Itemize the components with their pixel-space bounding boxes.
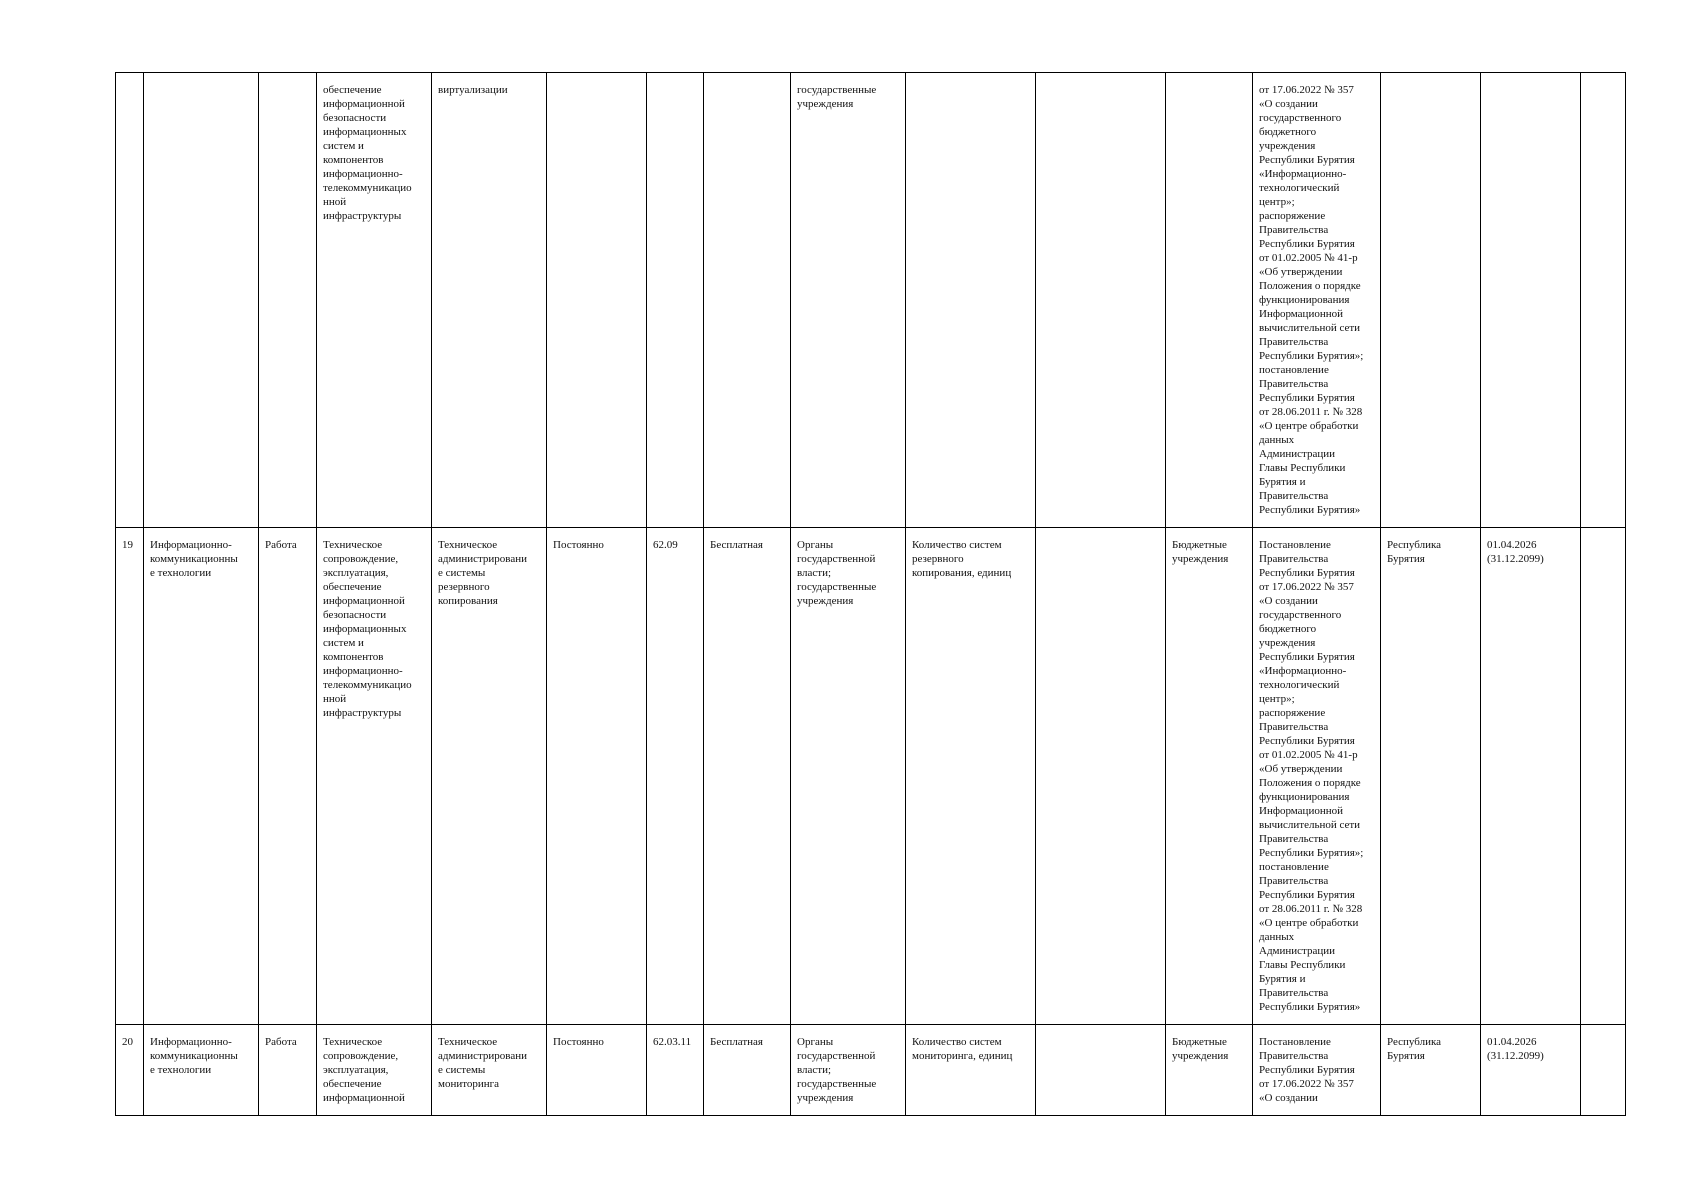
cell-date xyxy=(1481,73,1581,528)
cell-date: 01.04.2026 (31.12.2099) xyxy=(1481,528,1581,1025)
cell-basis: Постановление Правительства Республики Бурятия от 17.06.2022 № 357 «О создании государственного бюджетного учреждения Республики Бурятия «Информационно- технологический центр»; распоряжение Правительства Республики Бурятия от 01.02.2005 № 41-р «Об утверждении Положения о порядке функционирования Информационной вычислительной сети Правительства Республики Бурятия»; постановление Правительства Республики Бурятия от 28.06.2011 г. № 328 «О центре обработки данных Администрации Главы Республики Бурятия и Правительства Республики Бурятия» xyxy=(1253,528,1381,1025)
cell-type: Работа xyxy=(259,528,317,1025)
cell-term: Постоянно xyxy=(547,528,647,1025)
cell-basis: Постановление Правительства Республики Бурятия от 17.06.2022 № 357 «О создании xyxy=(1253,1025,1381,1116)
cell-providers: Бюджетные учреждения xyxy=(1166,1025,1253,1116)
cell-providers xyxy=(1166,73,1253,528)
document-page xyxy=(115,72,1625,1116)
table-row xyxy=(116,73,1626,528)
cell-name: обеспечение информационной безопасности информационных систем и компонентов информационно- телекоммуникацио нной инфраструктуры xyxy=(317,73,432,528)
cell-blank xyxy=(1036,1025,1166,1116)
cell-consumers: Органы государственной власти; государственные учреждения xyxy=(791,1025,906,1116)
cell-area: Информационно- коммуникационны е технологии xyxy=(144,528,259,1025)
cell-term: Постоянно xyxy=(547,1025,647,1116)
cell-consumers: государственные учреждения xyxy=(791,73,906,528)
cell-date: 01.04.2026 (31.12.2099) xyxy=(1481,1025,1581,1116)
cell-term xyxy=(547,73,647,528)
cell-code: 62.09 xyxy=(647,528,704,1025)
cell-content: Техническое администрировани е системы резервного копирования xyxy=(432,528,547,1025)
cell-blank xyxy=(1036,528,1166,1025)
cell-basis: от 17.06.2022 № 357 «О создании государственного бюджетного учреждения Республики Бурятия «Информационно- технологический центр»; распоряжение Правительства Республики Бурятия от 01.02.2005 № 41-р «Об утверждении Положения о порядке функционирования Информационной вычислительной сети Правительства Республики Бурятия»; постановление Правительства Республики Бурятия от 28.06.2011 г. № 328 «О центре обработки данных Администрации Главы Республики Бурятия и Правительства Республики Бурятия» xyxy=(1253,73,1381,528)
cell-region: Республика Бурятия xyxy=(1381,1025,1481,1116)
cell-num: 20 xyxy=(116,1025,144,1116)
cell-content: Техническое администрировани е системы мониторинга xyxy=(432,1025,547,1116)
cell-name: Техническое сопровождение, эксплуатация, обеспечение информационной безопасности информационных систем и компонентов информационно- телекоммуникацио нной инфраструктуры xyxy=(317,528,432,1025)
cell-last xyxy=(1581,73,1626,528)
cell-area xyxy=(144,73,259,528)
cell-consumers: Органы государственной власти; государственные учреждения xyxy=(791,528,906,1025)
cell-type xyxy=(259,73,317,528)
cell-blank xyxy=(1036,73,1166,528)
cell-content: виртуализации xyxy=(432,73,547,528)
cell-num: 19 xyxy=(116,528,144,1025)
cell-num xyxy=(116,73,144,528)
cell-payment xyxy=(704,73,791,528)
table-row xyxy=(116,1025,1626,1116)
cell-payment: Бесплатная xyxy=(704,1025,791,1116)
cell-indicator: Количество систем мониторинга, единиц xyxy=(906,1025,1036,1116)
cell-indicator: Количество систем резервного копирования, единиц xyxy=(906,528,1036,1025)
cell-code: 62.03.11 xyxy=(647,1025,704,1116)
cell-region: Республика Бурятия xyxy=(1381,528,1481,1025)
cell-area: Информационно- коммуникационны е технологии xyxy=(144,1025,259,1116)
cell-providers: Бюджетные учреждения xyxy=(1166,528,1253,1025)
cell-indicator xyxy=(906,73,1036,528)
registry-table xyxy=(115,72,1626,1116)
cell-type: Работа xyxy=(259,1025,317,1116)
cell-payment: Бесплатная xyxy=(704,528,791,1025)
cell-region xyxy=(1381,73,1481,528)
cell-last xyxy=(1581,528,1626,1025)
cell-name: Техническое сопровождение, эксплуатация, обеспечение информационной xyxy=(317,1025,432,1116)
table-row xyxy=(116,528,1626,1025)
cell-code xyxy=(647,73,704,528)
cell-last xyxy=(1581,1025,1626,1116)
